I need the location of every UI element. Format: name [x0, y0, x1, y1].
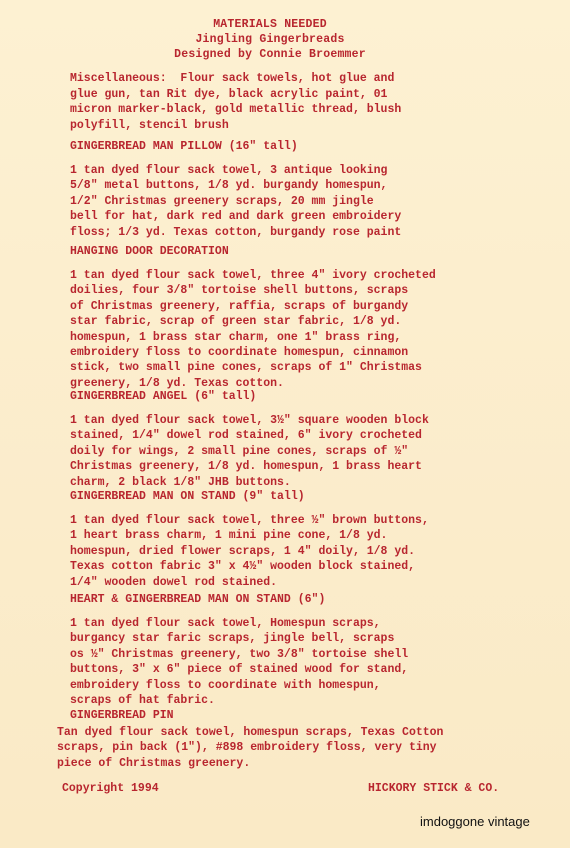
section-line: charm, 2 black 1/8" JHB buttons. [70, 475, 291, 489]
section-line: 1 tan dyed flour sack towel, three ½" brown buttons, [70, 514, 429, 527]
section-line: bell for hat, dark red and dark green embroidery [70, 210, 402, 224]
section-line: 1 tan dyed flour sack towel, 3 antique looking [70, 164, 388, 177]
section-line: 1 tan dyed flour sack towel, Homespun scraps, [70, 617, 381, 630]
materials-heading: MATERIALS NEEDED [213, 18, 327, 31]
section-title: HEART & GINGERBREAD MAN ON STAND (6") [70, 593, 326, 606]
watermark: imdoggone vintage [420, 814, 530, 829]
designer-credit: Designed by Connie Broemmer [174, 48, 366, 61]
section-line: 1 heart brass charm, 1 mini pine cone, 1/8 yd. [70, 529, 388, 543]
section-line: embroidery floss to coordinate homespun, cinnamon [70, 346, 409, 360]
section-body [70, 413, 540, 490]
section-line: buttons, 3" x 6" piece of stained wood for stand, [70, 663, 409, 677]
section-line: doilies, four 3/8" tortoise shell buttons, scraps [70, 284, 409, 298]
section-door-decoration [70, 244, 540, 391]
section-heart-and-man [70, 592, 540, 708]
section-line: os ½" Christmas greenery, two 3/8" tortoise shell [70, 647, 409, 661]
misc-line: glue gun, tan Rit dye, black acrylic paint, 01 [70, 87, 388, 101]
section-title: GINGERBREAD ANGEL (6" tall) [70, 390, 257, 403]
pin-section-title: GINGERBREAD PIN [70, 709, 174, 722]
section-angel [70, 389, 540, 490]
section-line: homespun, 1 brass star charm, one 1" brass ring, [70, 330, 402, 344]
section-line: doily for wings, 2 small pine cones, scraps of ½" [70, 444, 409, 458]
miscellaneous-list [70, 71, 540, 133]
misc-line: Miscellaneous: Flour sack towels, hot glue and [70, 72, 395, 85]
pattern-title: Jingling Gingerbreads [195, 33, 345, 46]
page-header [0, 17, 540, 62]
section-line: scraps, pin back (1"), #898 embroidery floss, very tiny [57, 741, 437, 755]
section-title: HANGING DOOR DECORATION [70, 245, 229, 258]
section-title: GINGERBREAD MAN PILLOW (16" tall) [70, 140, 298, 153]
section-line: Texas cotton fabric 3" x 4½" wooden block stained, [70, 560, 416, 574]
misc-line: polyfill, stencil brush [70, 118, 229, 132]
section-line: 5/8" metal buttons, 1/8 yd. burgandy homespun, [70, 179, 388, 193]
section-body [70, 163, 540, 240]
copyright-notice: Copyright 1994 [62, 782, 159, 795]
section-line: Christmas greenery, 1/8 yd. homespun, 1 brass heart [70, 460, 422, 474]
section-line: 1/2" Christmas greenery scraps, 20 mm jingle [70, 194, 374, 208]
section-line: star fabric, scrap of green star fabric, 1/8 yd. [70, 315, 402, 329]
section-line: of Christmas greenery, raffia, scraps of burgandy [70, 299, 409, 313]
section-line: stained, 1/4" dowel rod stained, 6" ivory crocheted [70, 429, 422, 443]
section-line: 1 tan dyed flour sack towel, 3½" square wooden block [70, 414, 429, 427]
section-line: burgancy star faric scraps, jingle bell, scraps [70, 632, 395, 646]
section-title: GINGERBREAD MAN ON STAND (9" tall) [70, 490, 305, 503]
section-line: embroidery floss to coordinate with homespun, [70, 678, 381, 692]
section-line: 1/4" wooden dowel rod stained. [70, 575, 278, 589]
section-line: 1 tan dyed flour sack towel, three 4" ivory crocheted [70, 269, 436, 282]
section-line: scraps of hat fabric. [70, 694, 215, 708]
section-man-on-stand [70, 489, 540, 590]
misc-line: micron marker-black, gold metallic thread, blush [70, 103, 402, 116]
section-body [70, 268, 540, 391]
section-line: piece of Christmas greenery. [57, 756, 251, 770]
section-line: stick, two small pine cones, scraps of 1" Christmas [70, 361, 422, 375]
section-line: floss; 1/3 yd. Texas cotton, burgandy rose paint [70, 225, 402, 239]
section-line: greenery, 1/8 yd. Texas cotton. [70, 376, 284, 390]
company-name: HICKORY STICK & CO. [368, 782, 500, 795]
section-body [70, 616, 540, 708]
section-line: Tan dyed flour sack towel, homespun scraps, Texas Cotton [57, 726, 444, 739]
section-line: homespun, dried flower scraps, 1 4" doily, 1/8 yd. [70, 544, 416, 558]
section-body [70, 513, 540, 590]
pin-section-body [57, 725, 537, 771]
section-pillow [70, 139, 540, 240]
